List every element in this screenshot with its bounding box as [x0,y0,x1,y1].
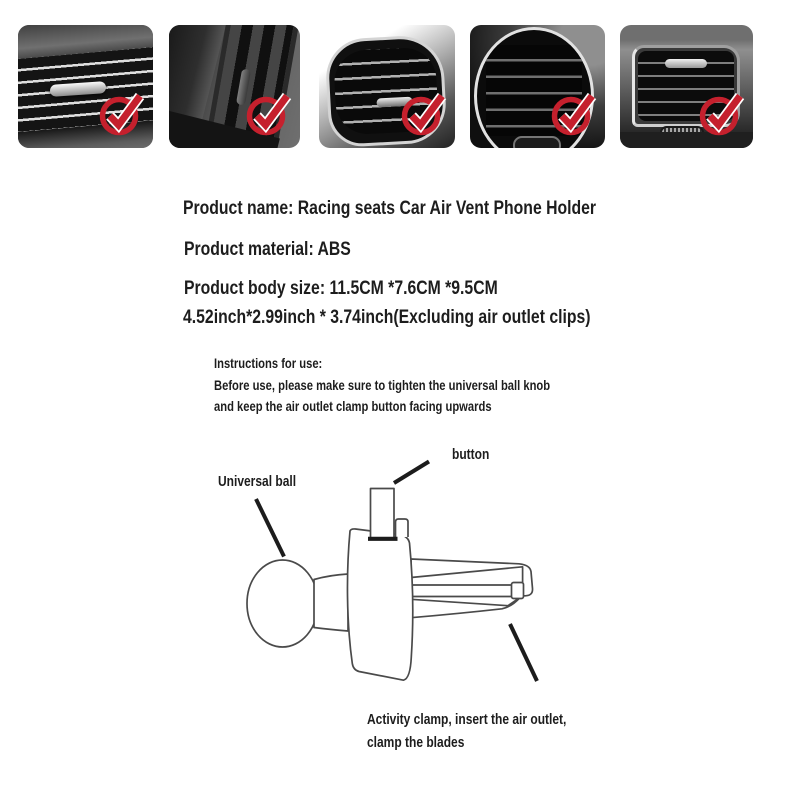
leader-activity-clamp [510,624,537,681]
approved-check-icon [547,85,603,141]
approved-check-icon [242,85,298,141]
approved-check-icon [695,85,751,141]
vent-knob [665,59,707,68]
approved-check-icon [95,85,151,141]
lower-clamp-blade [411,598,520,618]
vent-photo-5 [620,25,753,148]
ball-neck [314,574,348,631]
button-shape [371,489,395,539]
label-activity-clamp-line-2: clamp the blades [367,734,465,751]
product-size-inch-line: 4.52inch*2.99inch * 3.74inch(Excluding air outlet clips) [183,307,591,328]
vent-photo-1 [18,25,153,148]
product-name-line: Product name: Racing seats Car Air Vent Phone Holder [183,198,597,219]
instructions-title: Instructions for use: [214,355,323,371]
label-activity-clamp [367,708,566,754]
instructions-line-1: Before use, please make sure to tighten the universal ball knob [214,376,551,393]
holder-body [347,529,412,680]
vent-photo-2 [169,25,300,148]
universal-ball-shape [247,560,318,647]
instructions-block [214,353,550,418]
vent-photo-3 [319,25,455,148]
product-size-cm-line: Product body size: 11.5CM *7.6CM *9.5CM [184,278,498,299]
leader-universal-ball [256,499,284,557]
body-tab [396,519,409,537]
leader-button [394,462,429,484]
instructions-line-2: and keep the air outlet clamp button facing upwards [214,398,492,414]
approved-check-icon [397,85,453,141]
clamp-rod-end-cap [512,583,524,599]
vent-photo-4 [470,25,605,148]
clamp-rod [411,585,513,597]
label-universal-ball: Universal ball [218,473,297,490]
label-activity-clamp-line-1: Activity clamp, insert the air outlet, [367,711,567,728]
product-material-line: Product material: ABS [184,239,351,260]
label-button: button [452,446,490,463]
